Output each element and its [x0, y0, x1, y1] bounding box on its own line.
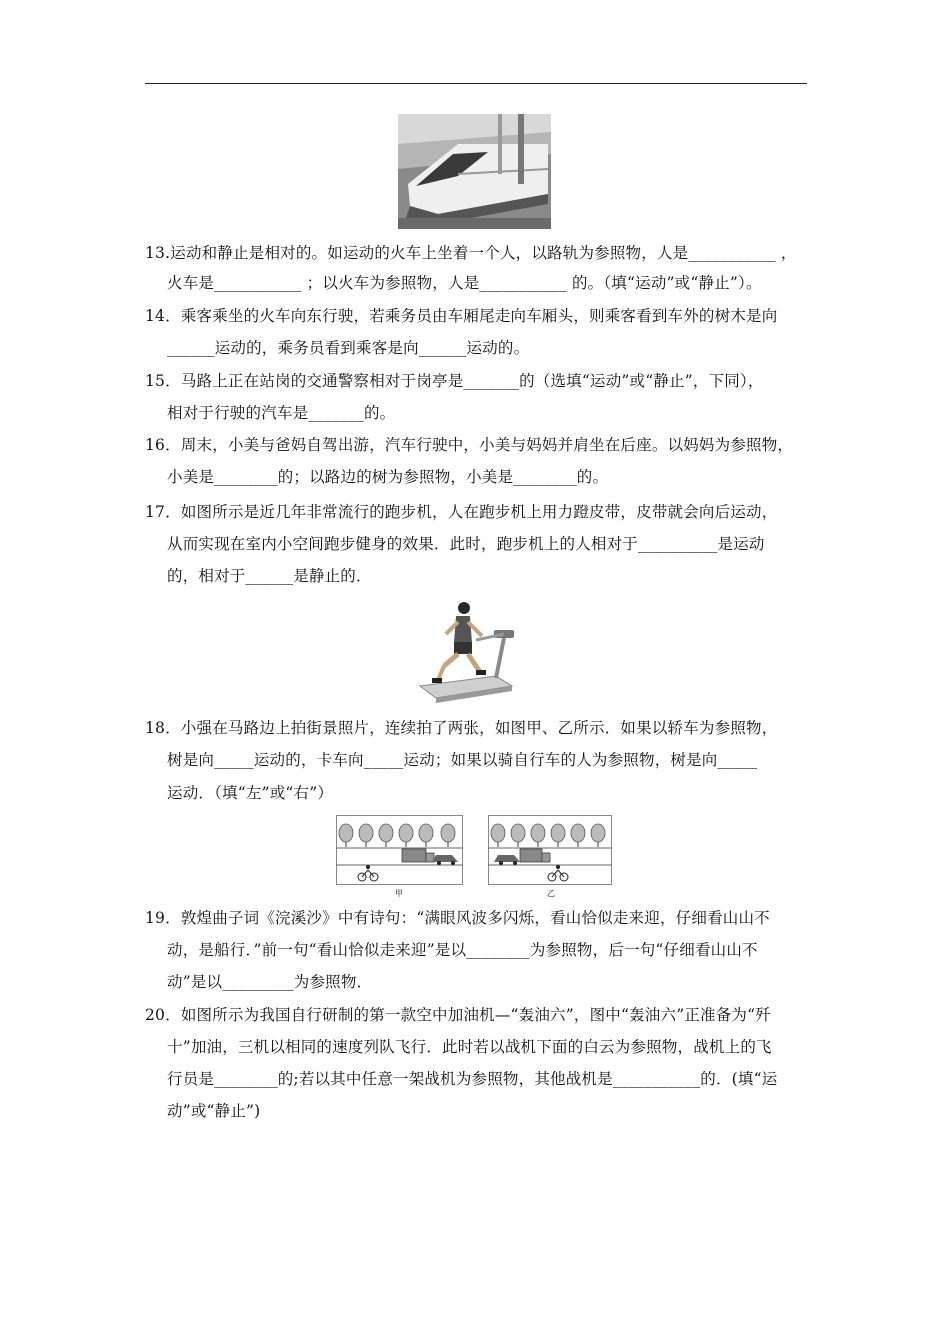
q13-line-1: 13.运动和静止是相对的。如运动的火车上坐着一个人，以路轨为参照物，人是___________ ，	[145, 244, 797, 262]
q20-line-2: 十”加油，三机以相同的速度列队飞行．此时若以战机下面的白云为参照物，战机上的飞	[167, 1038, 772, 1056]
q18-line-2: 树是向_____运动的，卡车向_____运动；如果以骑自行车的人为参照物，树是向_____	[167, 751, 758, 769]
q18-line-3: 运动．（填“左”或“右”）	[167, 784, 334, 802]
caption-yi: 乙	[547, 889, 555, 898]
treadmill-figure	[416, 598, 521, 703]
q19-line-1: 19．敦煌曲子词《浣溪沙》中有诗句：“满眼风波多闪烁，看山恰似走来迎，仔细看山山不	[145, 909, 770, 927]
q15-line-1: 15．马路上正在站岗的交通警察相对于岗亭是_______的（选填“运动”或“静止”，下同），	[145, 372, 764, 390]
q19-line-2: 动，是船行．”前一句“看山恰似走来迎”是以________为参照物，后一句“仔细看山山不	[167, 941, 758, 959]
q19-line-3: 动”是以_________为参照物．	[167, 973, 373, 991]
q14-line-1: 14．乘客乘坐的火车向东行驶，若乘务员由车厢尾走向车厢头，则乘客看到车外的树木是向	[145, 307, 778, 325]
q20-line-4: 动”或“静止”)	[167, 1102, 261, 1120]
q17-line-3: 的，相对于______是静止的．	[167, 567, 372, 585]
header-rule	[145, 83, 807, 84]
q20-line-1: 20．如图所示为我国自行研制的第一款空中加油机—“轰油六”，图中“轰油六”正准备为“歼	[145, 1006, 771, 1024]
caption-jia: 甲	[395, 889, 403, 898]
q16-line-1: 16．周末，小美与爸妈自驾出游，汽车行驶中，小美与妈妈并肩坐在后座。以妈妈为参照物，	[145, 436, 794, 454]
q14-line-2: ______运动的，乘务员看到乘客是向______运动的。	[167, 339, 530, 357]
q15-line-2: 相对于行驶的汽车是_______的。	[167, 404, 396, 422]
q13-line-2: 火车是___________ ；以火车为参照物，人是___________ 的。（填“运动”或“静止”）。	[167, 274, 762, 292]
q18-line-1: 18．小强在马路边上拍街景照片，连续拍了两张，如图甲、乙所示．如果以轿车为参照物，	[145, 719, 778, 737]
q17-line-2: 从而实现在室内小空间跑步健身的效果．此时，跑步机上的人相对于__________是运动	[167, 535, 765, 553]
street-scene-b	[488, 815, 612, 887]
q20-line-3: 行员是________的;若以其中任意一架战机为参照物，其他战机是___________的．(填“运	[167, 1070, 778, 1088]
q16-line-2: 小美是________的；以路边的树为参照物，小美是________的。	[167, 468, 609, 486]
street-scene-a	[336, 815, 463, 887]
train-photo	[398, 114, 551, 229]
q17-line-1: 17．如图所示是近几年非常流行的跑步机，人在跑步机上用力蹬皮带，皮带就会向后运动，	[145, 503, 778, 521]
